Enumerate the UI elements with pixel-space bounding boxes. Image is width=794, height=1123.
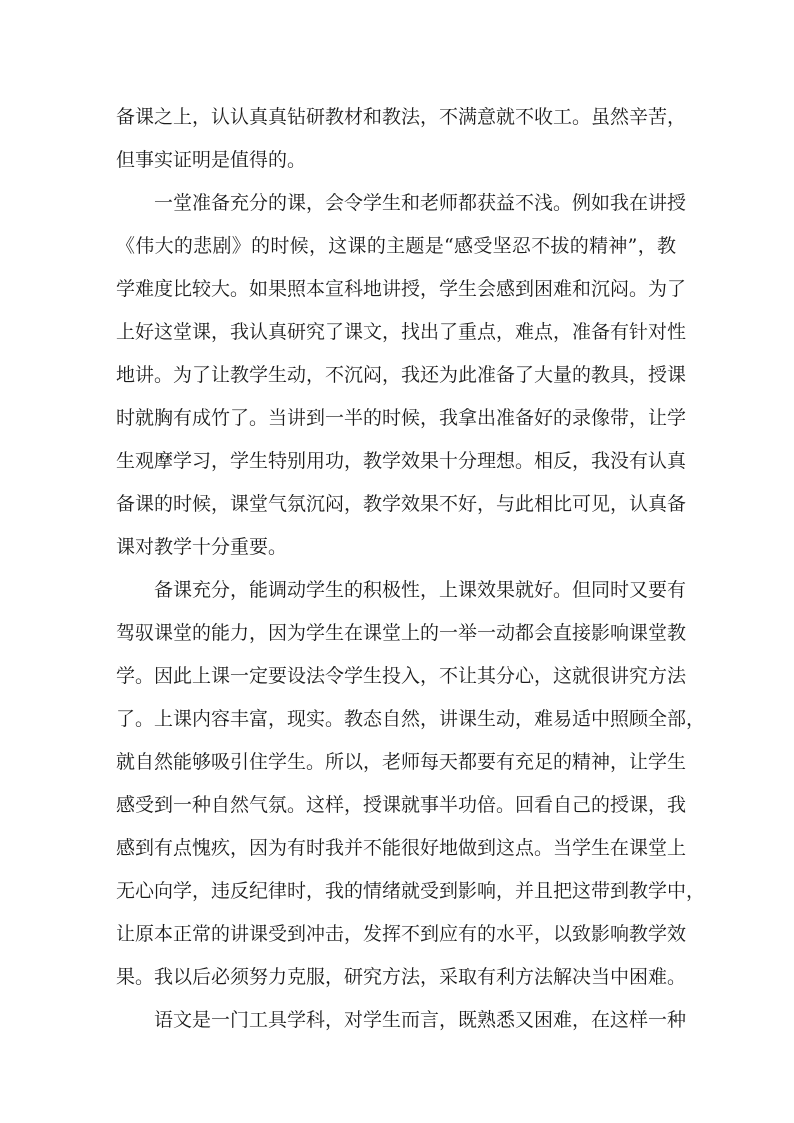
text-line: 让原本正常的讲课受到冲击，发挥不到应有的水平，以致影响教学效 <box>116 923 687 945</box>
text-line: 学难度比较大。如果照本宣科地讲授，学生会感到困难和沉闷。为了 <box>116 278 687 300</box>
text-line: 学。因此上课一定要设法令学生投入，不让其分心，这就很讲究方法 <box>116 665 687 687</box>
text-line: 但事实证明是值得的。 <box>116 149 307 171</box>
text-line: 果。我以后必须努力克服，研究方法，采取有利方法解决当中困难。 <box>116 966 687 988</box>
text-line: 上好这堂课，我认真研究了课文，找出了重点，难点，准备有针对性 <box>116 321 687 343</box>
paragraph-first-line: 一堂准备充分的课，会令学生和老师都获益不浅。例如我在讲授 <box>154 192 687 214</box>
text-line: 感到有点愧疚，因为有时我并不能很好地做到这点。当学生在课堂上 <box>116 837 687 859</box>
text-line: 就自然能够吸引住学生。所以，老师每天都要有充足的精神，让学生 <box>116 751 687 773</box>
body-text <box>116 96 706 1042</box>
text-line: 生观摩学习，学生特别用功，教学效果十分理想。相反，我没有认真 <box>116 450 687 472</box>
text-line: 时就胸有成竹了。当讲到一半的时候，我拿出准备好的录像带，让学 <box>116 407 687 429</box>
paragraph-first-line: 语文是一门工具学科，对学生而言，既熟悉又困难，在这样一种 <box>154 1009 687 1031</box>
text-line: 无心向学，违反纪律时，我的情绪就受到影响，并且把这带到教学中， <box>116 880 706 902</box>
text-line: 了。上课内容丰富，现实。教态自然，讲课生动，难易适中照顾全部， <box>116 708 706 730</box>
text-line: 地讲。为了让教学生动，不沉闷，我还为此准备了大量的教具，授课 <box>116 364 687 386</box>
text-line: 课对教学十分重要。 <box>116 536 288 558</box>
text-line: 《伟大的悲剧》的时候，这课的主题是“感受坚忍不拔的精神”，教 <box>116 235 676 257</box>
paragraph-first-line: 备课充分，能调动学生的积极性，上课效果就好。但同时又要有 <box>154 579 687 601</box>
text-line: 备课之上，认认真真钻研教材和教法，不满意就不收工。虽然辛苦， <box>116 106 687 128</box>
text-line: 备课的时候，课堂气氛沉闷，教学效果不好，与此相比可见，认真备 <box>116 493 687 515</box>
text-line: 驾驭课堂的能力，因为学生在课堂上的一举一动都会直接影响课堂教 <box>116 622 687 644</box>
text-line: 感受到一种自然气氛。这样，授课就事半功倍。回看自己的授课，我 <box>116 794 687 816</box>
